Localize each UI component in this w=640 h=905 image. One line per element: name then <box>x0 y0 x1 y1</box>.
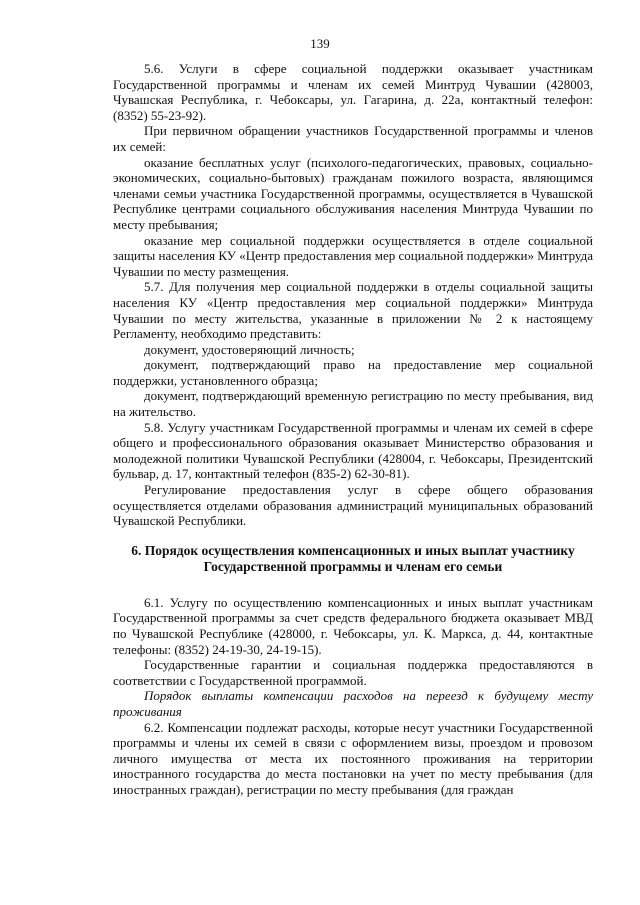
paragraph: 5.7. Для получения мер социальной поддержки в отделы социальной защиты населения КУ «Центр предоставления мер социальной поддержки» Минтруда Чувашии по месту жительства, указанные в приложении № 2 к настоящему Регламенту, необходимо представить: <box>113 279 593 342</box>
paragraph: документ, удостоверяющий личность; <box>144 341 355 357</box>
paragraph: Государственные гарантии и социальная поддержка предоставляются в соответствии с Государственной программой. <box>113 657 593 688</box>
paragraph: 6.2. Компенсации подлежат расходы, которые несут участники Государственной программы и члены их семей в связи с оформлением визы, проездом и провозом личного имущества от места их постоянного проживания на территории иностранного государства до места постановки на учет по месту пребывания (для иностранных граждан), регистрации по месту пребывания (для граждан <box>113 719 593 797</box>
paragraph: 6.1. Услугу по осуществлению компенсационных и иных выплат участникам Государственной программы за счет средств федерального бюджета оказывает МВД по Чувашской Республике (428000, г. Чебоксары, ул. К. Маркса, д. 44, контактные телефоны: (8352) 24-19-30, 24-19-15). <box>113 594 593 657</box>
paragraph: Регулирование предоставления услуг в сфере общего образования осуществляется отделами образования администраций муниципальных образований Чувашской Республики. <box>113 482 593 529</box>
paragraph: документ, подтверждающий право на предоставление мер социальной поддержки, установленного образца; <box>113 357 593 388</box>
section-5-text <box>113 61 593 529</box>
document-body <box>113 61 593 798</box>
paragraph: 5.6. Услуги в сфере социальной поддержки оказывает участникам Государственной программы и членам их семей Минтруд Чувашии (428003, Чувашская Республика, г. Чебоксары, ул. Гагарина, д. 22а, контактный телефон: (8352) 55-23-92). <box>113 61 593 123</box>
paragraph: Порядок выплаты компенсации расходов на переезд к будущему месту проживания <box>113 688 593 719</box>
paragraph: документ, подтверждающий временную регистрацию по месту пребывания, вид на жительство. <box>113 388 593 420</box>
page-number: 139 <box>310 36 330 51</box>
paragraph: При первичном обращении участников Государственной программы и членов их семей: <box>113 123 593 154</box>
paragraph: оказание мер социальной поддержки осуществляется в отделе социальной защиты населения КУ «Центр предоставления мер социальной поддержки» Минтруда Чувашии по месту размещения. <box>113 232 593 279</box>
paragraph: оказание бесплатных услуг (психолого-педагогических, правовых, социально-экономических, социально-бытовых) гражданам пожилого возраста, являющимся членами семьи участника Государственной программы, осуществляется в Чувашской Республике центрами социального обслуживания населения Минтруда Чувашии по месту пребывания; <box>113 154 593 232</box>
section-heading: 6. Порядок осуществления компенсационных и иных выплат участнику Государственной программы и членам его семьи <box>131 542 575 574</box>
section-6-text <box>113 595 593 798</box>
paragraph: 5.8. Услугу участникам Государственной программы и членам их семей в сфере общего и профессионального образования оказывает Министерство образования и молодежной политики Чувашской Республики (428004, г. Чебоксары, Президентский бульвар, д. 17, контактный телефон (835-2) 62-30-81). <box>113 419 593 482</box>
